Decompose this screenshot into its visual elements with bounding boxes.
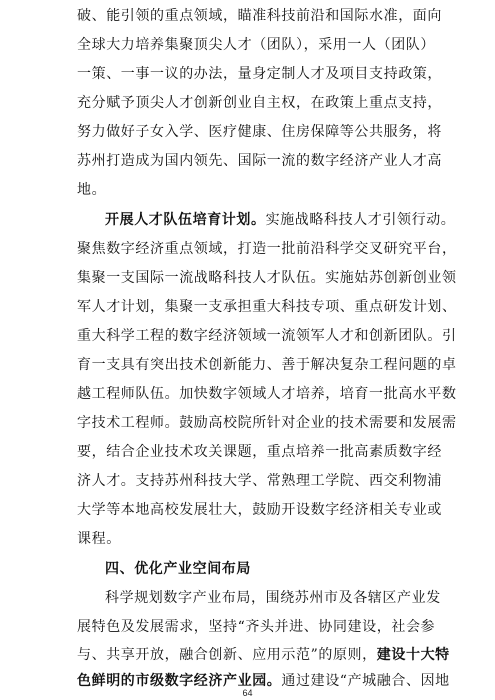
text-run: 四、优化产业空间布局 (105, 561, 251, 577)
body-line (77, 236, 457, 262)
body-line (77, 352, 457, 378)
text-run: 济人才。支持苏州科技大学、常熟理工学院、西交利物浦 (77, 473, 442, 489)
body-line (77, 32, 435, 58)
body-line (77, 642, 450, 668)
text-run: 越工程师队伍。加快数字领域人才培养，培育一批高水平数 (77, 386, 457, 402)
text-run: 科学规划数字产业布局，围绕苏州市及各辖区产业发 (105, 590, 441, 606)
text-run: 一策、一事一议的办法，量身定制人才及项目支持政策， (77, 66, 442, 82)
text-run: 通过建设“产城融合、因地 (281, 673, 450, 689)
bold-heading-run: 开展人才队伍培育计划。 (105, 212, 266, 228)
text-run: 地。 (77, 182, 107, 198)
body-line (77, 614, 436, 640)
text-run: 字技术工程师。鼓励高校院所针对企业的技术需要和发展需 (77, 415, 457, 431)
body-line (77, 526, 427, 552)
text-run: 努力做好子女入学、医疗健康、住房保障等公共服务，将 (77, 124, 442, 140)
text-run: 破、能引领的重点领域，瞄准科技前沿和国际水准，面向 (77, 8, 442, 24)
body-line (77, 3, 442, 29)
text-run: 充分赋予顶尖人才创新创业自主权，在政策上重点支持， (77, 95, 442, 111)
body-line (77, 497, 442, 523)
body-line (77, 294, 457, 320)
text-run: 苏州打造成为国内领先、国际一流的数字经济产业人才高 (77, 153, 442, 169)
body-line (77, 177, 427, 203)
body-line (77, 265, 457, 291)
text-run: 重大科学工程的数字经济领域一流领军人才和创新团队。引 (77, 328, 457, 344)
text-run: 全球大力培养集聚顶尖人才（团队），采用一人（团队） (77, 37, 435, 53)
text-run: 军人才计划，集聚一支承担重大科技专项、重点研发计划、 (77, 299, 457, 315)
text-run: 集聚一支国际一流战略科技人才队伍。实施姑苏创新创业领 (77, 270, 457, 286)
text-run: 实施战略科技人才引领行动。 (265, 212, 456, 228)
text-run: 育一支具有突出技术创新能力、善于解决复杂工程问题的卓 (77, 357, 457, 373)
bold-text-run: 建设十大特 (376, 647, 450, 663)
text-run: 聚焦数字经济重点领域，打造一批前沿科学交叉研究平台， (77, 241, 457, 257)
body-line (77, 119, 442, 145)
text-run: 大学等本地高校发展壮大，鼓励开设数字经济相关专业或 (77, 502, 442, 518)
body-line (77, 439, 442, 465)
body-line (77, 90, 442, 116)
body-line (77, 468, 442, 494)
bold-text-run: 色鲜明的市级数字经济产业园。 (77, 673, 282, 689)
page-number: 64 (242, 688, 253, 698)
body-line (105, 585, 441, 611)
body-line (77, 381, 457, 407)
section-heading (105, 556, 427, 582)
text-run: 要，结合企业技术攻关课题，重点培养一批高素质数字经 (77, 444, 442, 460)
body-line (77, 61, 442, 87)
text-run: 课程。 (77, 531, 121, 547)
body-line (77, 323, 457, 349)
text-run: 与、共享开放，融合创新、应用示范”的原则， (77, 647, 377, 663)
text-run: 展特色及发展需求，坚持“齐头并进、协同建设，社会参 (77, 619, 436, 635)
body-line (77, 148, 442, 174)
body-line (77, 410, 457, 436)
body-line (105, 207, 456, 233)
